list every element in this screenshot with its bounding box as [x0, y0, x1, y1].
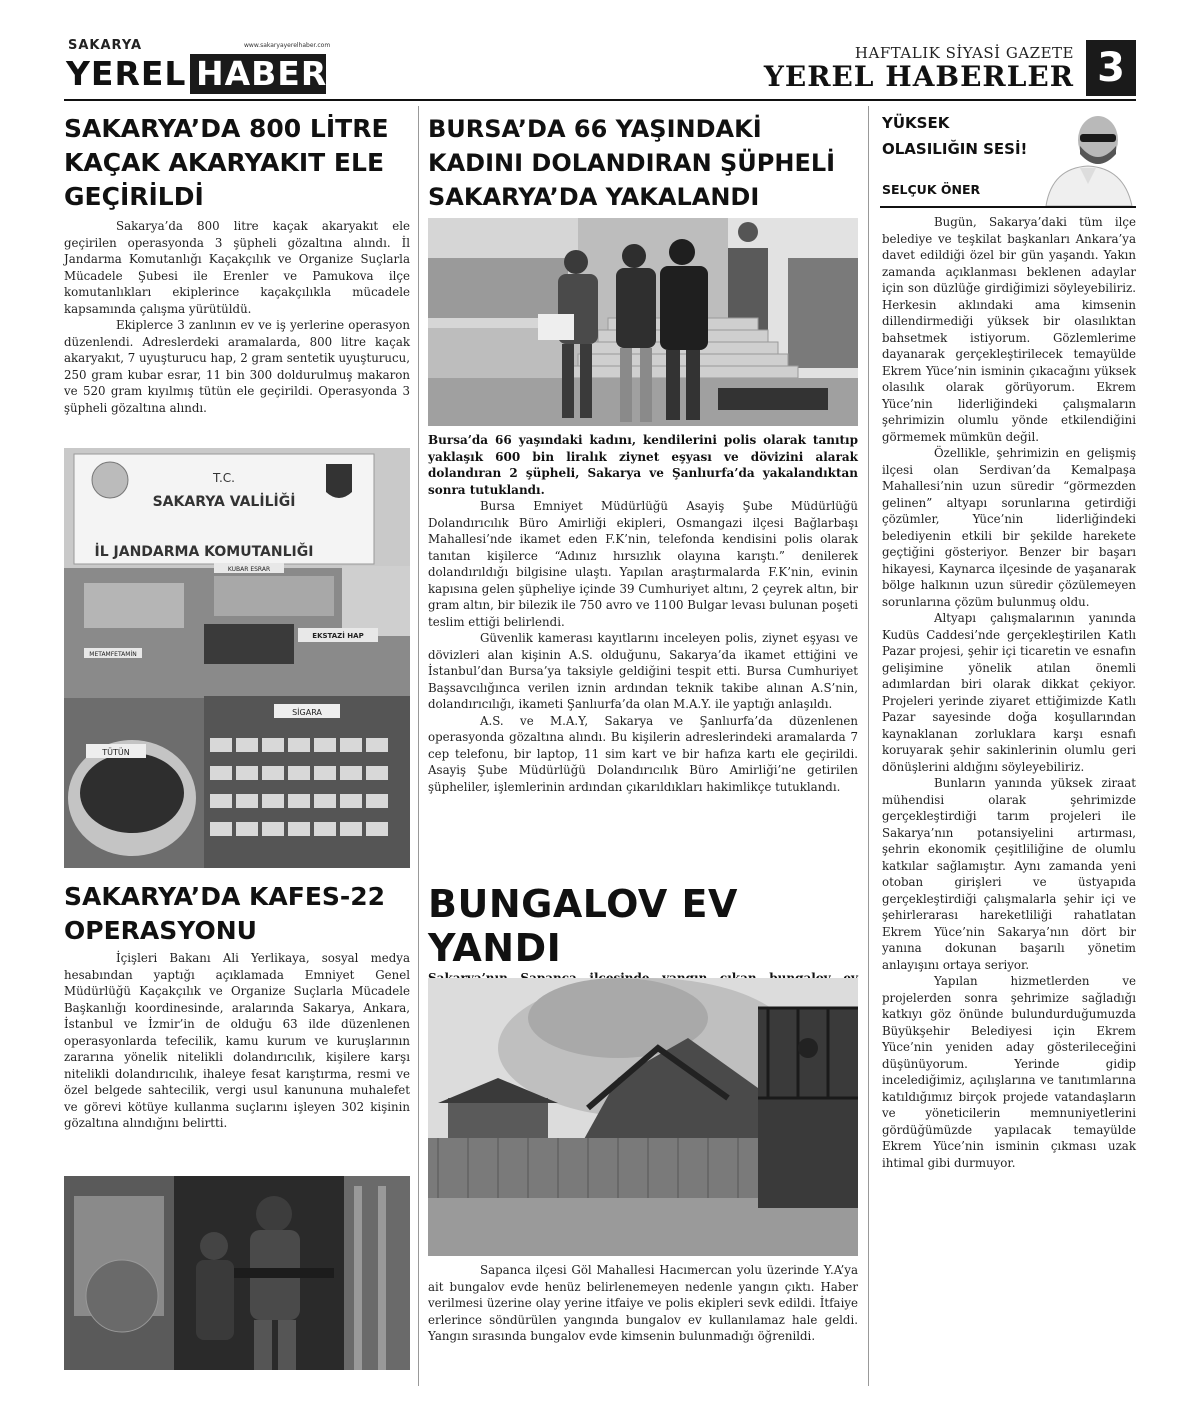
paragraph: Altyapı çalışmalarının yanında Kudüs Caddesi’nde gerçekleştirilen Katlı Pazar projesi, şehir içi ticaretin ve esnafın gelişimine yönelik atılan önemli adımlardan biri olarak dikkat çekiyor. Projeleri yerinde ziyaret ettiğimizde Katlı Pazar sayesinde doğa koşullarından kaynaklanan zorluklara karşı esnafı koruyarak şehir sakinlerinin olumlu geri dönüşlerini aldığını söyleyebiliriz. [882, 611, 1136, 774]
logo-url: www.sakaryayerelhaber.com [244, 42, 331, 49]
article-bursa-fraud [428, 112, 858, 214]
article-kafes-operation [64, 880, 410, 1132]
page-number: 3 [1097, 45, 1125, 91]
column-title-line-1: YÜKSEK [882, 114, 950, 132]
author-avatar [1040, 110, 1136, 206]
paragraph: Güvenlik kamerası kayıtlarını inceleyen polis, ziynet eşyası ve dövizleri alan kişinin A.S. olduğunu, Sakarya’da ikamet ettiğini ve İstanbul’dan Bursa’ya taksiyle geldiğini tespit etti. Bursa Cumhuriyet Başsavcılığınca verilen iznin ardından teknik takibe alınan A.S’nin, dolandırıcılığı, ikameti Şanlıurfa’da olan M.A.Y. ile yaptığı anlaşıldı. [428, 631, 858, 711]
article-body [882, 214, 1136, 1171]
article-headline: SAKARYA’DA 800 LİTRE KAÇAK AKARYAKIT ELE GEÇİRİLDİ [64, 114, 389, 211]
newspaper-logo [66, 38, 331, 96]
article-fuel-smuggling [64, 112, 410, 416]
column-title-line-2: OLASILIĞIN SESİ! [882, 140, 1028, 158]
logo-word-haber: HABER [196, 54, 328, 93]
paragraph: Yapılan hizmetlerden ve projelerden sonra şehrimize sağladığı katkıyı göz önünde bulundurduğumuzda Büyükşehir Belediyesi için Ekrem Yüce’nin yeniden aday gösterileceğini düşünüyorum. Yerinde gidip incelediğimiz, açılışlarına ve tanıtımlarına katıldığımız birçok projede vatandaşların ve yöneticilerin memnuniyetlerini gördüğümüzde yapılacak temayülde Ekrem Yüce’nin isminin çıkması uzak ihtimal gibi durmuyor. [882, 974, 1136, 1170]
logo-word-yerel: YEREL [66, 54, 187, 93]
article-body [428, 1262, 858, 1345]
article-lead: Bursa’da 66 yaşındaki kadını, kendilerini polis olarak tanıtıp yaklaşık 600 bin liralık ziynet eşyası ve dövizini alarak dolandıran 2 şüpheli, Sakarya ve Şanlıurfa’da yakalandıktan sonra tutuklandı. [428, 433, 858, 497]
article-body [428, 498, 858, 795]
weekly-label: HAFTALIK SİYASİ GAZETE [854, 44, 1074, 62]
paragraph: A.S. ve M.A.Y, Sakarya ve Şanlıurfa’da düzenlenen operasyonda gözaltına alındı. Bu kişilerin adreslerindeki aramalarda 7 cep telefonu, bir laptop, 11 sim kart ve bir hafıza kartı ele geçirildi. Asayiş Şube Müdürlüğü Dolandırıcılık Büro Amirliği’ne getirilen şüpheliler, işlemlerinin ardından çıkarıldıkları hakimlikçe tutuklandı. [428, 713, 858, 794]
paragraph: Sakarya’da 800 litre kaçak akaryakıt ele geçirilen operasyonda 3 şüpheli gözaltına alındı. İl Jandarma Komutanlığı Kaçakçılık ve Organize Suçlarla Mücadele Şubesi ile Erenler ve Pamukova ilçe komutanlıkları ekiplerince kaçakçılıkla mücadele kapsamında çalışma yürütüldü. [64, 219, 410, 316]
opinion-column-body [882, 214, 1136, 1171]
logo-region: SAKARYA [68, 38, 143, 53]
column-header-rule [880, 206, 1136, 208]
section-title: YEREL HABERLER [763, 60, 1074, 93]
article-body [64, 950, 410, 1132]
sign-line-1: T.C. [213, 471, 235, 485]
article-bursa-fraud-text [428, 432, 858, 795]
column-divider-1 [418, 106, 419, 1386]
seized-goods-photo [64, 448, 410, 868]
paragraph: Özellikle, şehrimizin en gelişmiş ilçesi olan Serdivan’da Kemalpaşa Mahallesi’nin uzun süredir “görmezden gelinen” altyapı sorunlarına getirdiği çözümler, Yüce’nin liderliğindeki belediyenin etkili bir şekilde harekete geçtiğini gösteriyor. Benzer bir başarı hikayesi, Kaynarca ilçesinde de yaşanarak bölge halkının uzun süredir çözülemeyen sorunlarına çözüm bulunmuş oldu. [882, 446, 1136, 609]
opinion-column-header [882, 110, 1062, 197]
paragraph: Bugün, Sakarya’daki tüm ilçe belediye ve teşkilat başkanları Ankara’ya davet edildiği özel bir gün yaşandı. Yakın zamanda açıklanması beklenen adaylar için son düzlüğe girdiğimizi söyleyebiliriz. Herkesin aklındaki ama kimsenin dillendirmediği yüksek bir olasılıktan bahsetmek istiyorum. Gözlemlerime dayanarak gerçekleştirilecek temayülde Ekrem Yüce’nin isminin çıkacağını yüksek olasılık olarak görüyorum. Ekrem Yüce’nin liderliğindeki çalışmaların şehrimizin olumlu yönde etkilendiğini görmemek mümkün değil. [882, 215, 1136, 444]
article-headline: SAKARYA’DA KAFES-22 OPERASYONU [64, 882, 386, 945]
label-ecstasy: EKSTAZİ HAP [312, 632, 364, 640]
article-bungalow-fire-text [428, 1262, 858, 1345]
sign-line-2: SAKARYA VALİLİĞİ [152, 494, 296, 510]
article-headline: BUNGALOV EV YANDI [428, 882, 738, 970]
paragraph: Bunların yanında yüksek ziraat mühendisi olarak şehrimizde gerçekleştirdiği tarım projeleri ile Sakarya’nın potansiyelini artırması, şehrin ekonomik çeşitliliğine de olumlu katkılar sağlamıştır. Aynı zamanda yeni otoban girişleri ve üstyapıda gerçekleştirdiği çalışmalarla şehir içi ve şehirlerarası hareketliliği rahatlatan Ekrem Yüce’nin Sakarya’nın dört bir yanına dokunan başarılı yönetim anlayışını ortaya seriyor. [882, 776, 1136, 972]
label-meth: METAMFETAMİN [89, 651, 137, 658]
paragraph: Sapanca ilçesi Göl Mahallesi Hacımercan yolu üzerinde Y.A’ya ait bungalov evde henüz belirlenemeyen nedenle yangın çıktı. Haber verilmesi üzerine olay yerine itfaiye ve polis ekipleri sevk edildi. İtfaiye erlerince söndürülen yangında bungalov ev kullanılamaz hale geldi. Yangın sırasında bungalov evde kimsenin bulunmadığı öğrenildi. [428, 1263, 858, 1343]
sign-line-3: İL JANDARMA KOMUTANLIĞI [94, 544, 314, 560]
suspect-arrest-photo [428, 218, 858, 426]
article-headline: BURSA’DA 66 YAŞINDAKİ KADINI DOLANDIRAN ŞÜPHELİ SAKARYA’DA YAKALANDI [428, 115, 836, 211]
article-body [64, 218, 410, 416]
paragraph: Bursa Emniyet Müdürlüğü Asayiş Şube Müdürlüğü Dolandırıcılık Büro Amirliği ekipleri, Osmangazi ilçesi Bağlarbaşı Mahallesi’nde ikamet eden F.K’nin, telefonda kendisini polis olarak tanıtan kişilerce “Adınız hırsızlık olayına karıştı.” denilerek dolandırıldığı bilgisine ulaştı. Yapılan araştırmalarda F.K’nin, evinin kapısına gelen şüpheliye içinde 39 Cumhuriyet altını, 2 çeyrek altın, bir gram altın, bir bilezik ile 750 avro ve 1100 Bulgar levası bulunan poşeti teslim ettiği belirlendi. [428, 499, 858, 629]
paragraph: İçişleri Bakanı Ali Yerlikaya, sosyal medya hesabından yaptığı açıklamada Emniyet Genel Müdürlüğü Kaçakçılık ve Organize Suçlarla Mücadele Başkanlığı koordinesinde, aralarında Sakarya, Ankara, İstanbul ve İzmir’in de olduğu 63 ilde düzenlenen operasyonlarda tefecilik, kamu kurum ve kuruşlarının zararına yönelik nitelikli dolandırıcılık, kişilere karşı nitelikli dolandırıcılık, ihaleye fesat karıştırma, resmi ve özel belgede sahtecilik, vergi usul kanununa muhalefet ve görevi kötüye kullanma suçlarını işleyen 302 kişinin gözaltına alındığını belirtti. [64, 951, 410, 1130]
masthead-rule [64, 99, 1136, 101]
column-author: SELÇUK ÖNER [882, 182, 981, 197]
police-operation-photo [64, 1176, 410, 1370]
label-kubar: KUBAR ESRAR [227, 566, 271, 573]
paragraph: Ekiplerce 3 zanlının ev ve iş yerlerine operasyon düzenlendi. Adreslerdeki aramalarda, 800 litre kaçak akaryakıt, 7 uyuşturucu hap, 2 gram sentetik uyuşturucu, 250 gram kubar esrar, 11 bin 300 doldurulmuş makaron ve 520 gram kıyılmış tütün ele geçirildi. Operasyonda 3 şüpheli gözaltına alındı. [64, 318, 410, 415]
column-divider-2 [868, 106, 869, 1386]
label-tobacco: TÜTÜN [102, 748, 130, 757]
bungalow-fire-photo [428, 978, 858, 1256]
label-cigarette: SİGARA [292, 708, 322, 717]
